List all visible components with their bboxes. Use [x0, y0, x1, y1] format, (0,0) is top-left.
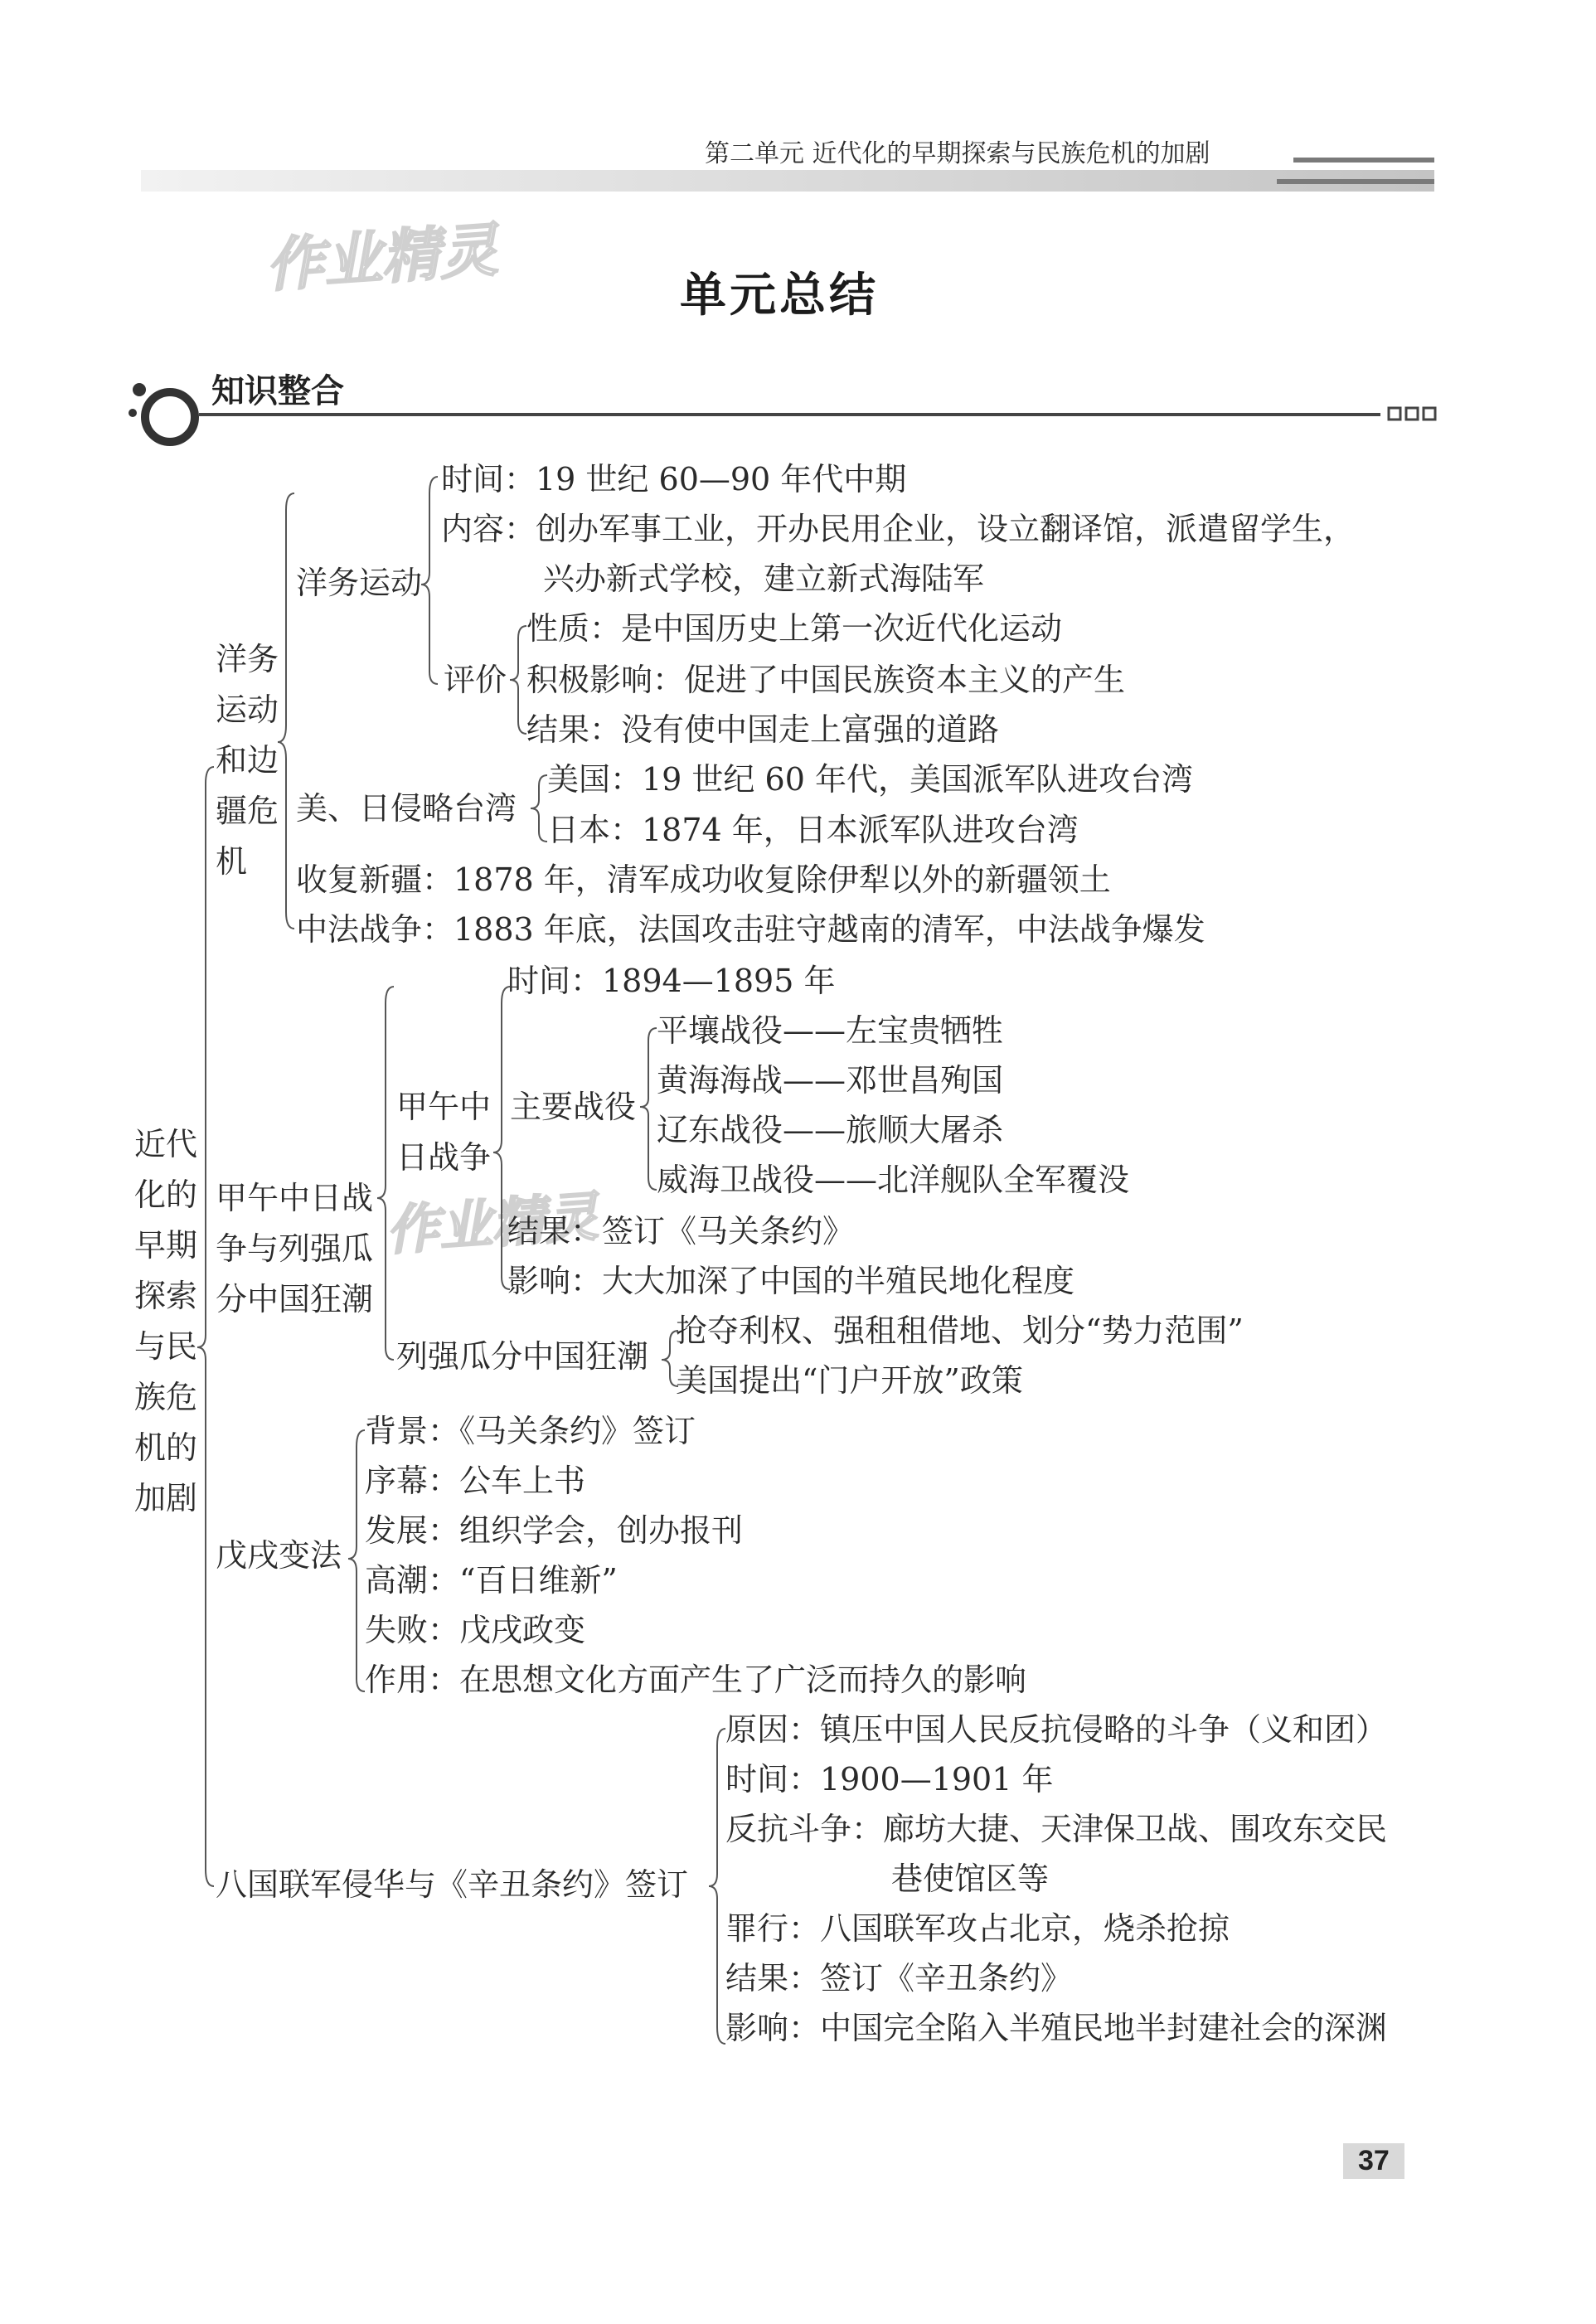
- taiwan-label: 美、日侵略台湾: [296, 790, 517, 827]
- taiwan-usa: 美国：19 世纪 60 年代，美国派军队进攻台湾: [547, 761, 1193, 798]
- root-line: 近代: [134, 1126, 198, 1162]
- reform-item: 背景：《马关条约》签订: [365, 1413, 696, 1449]
- watermark: 作业精灵: [263, 216, 500, 300]
- root-line: 机的: [134, 1429, 198, 1466]
- root-label: [134, 1119, 201, 1524]
- watermark: 作业精灵: [384, 1186, 600, 1263]
- branch1-line: 运动: [216, 691, 279, 728]
- root-line: 早期: [134, 1227, 198, 1264]
- reform-item: 序幕：公车上书: [365, 1463, 586, 1499]
- eval-positive: 积极影响：促进了中国民族资本主义的产生: [526, 662, 1126, 698]
- unit-title: 第二单元 近代化的早期探索与民族危机的加剧: [705, 139, 1210, 168]
- reform-item: 失败：戊戌政变: [365, 1612, 586, 1648]
- eval-label: 评价: [444, 662, 507, 698]
- xinjiang: 收复新疆：1878 年，清军成功收复除伊犁以外的新疆领土: [296, 861, 1111, 898]
- sino-french-war: 中法战争：1883 年底，法国攻击驻守越南的清军，中法战争爆发: [296, 911, 1205, 948]
- branch2-line: 分中国狂潮: [216, 1281, 374, 1317]
- page-title: 单元总结: [680, 268, 879, 323]
- partition-label: 列强瓜分中国狂潮: [396, 1338, 649, 1375]
- partition-item: 抢夺利权、强租租借地、划分“势力范围”: [676, 1312, 1244, 1349]
- eval-nature: 性质：是中国历史上第一次近代化运动: [526, 610, 1063, 647]
- page-number: 37: [1343, 2143, 1404, 2179]
- yangwu-content: 内容：创办军事工业，开办民用企业，设立翻译馆，派遣留学生，: [441, 511, 1356, 547]
- war-impact: 影响：大大加深了中国的半殖民地化程度: [507, 1263, 1075, 1299]
- branch2-line: 甲午中日战: [216, 1180, 374, 1216]
- branch1-label: [216, 634, 279, 887]
- eval-result: 结果：没有使中国走上富强的道路: [526, 711, 1000, 748]
- boxer-crimes: 罪行：八国联军攻占北京，烧杀抢掠: [725, 1910, 1230, 1947]
- branch1-line: 洋务: [216, 641, 279, 677]
- branch4-label: 八国联军侵华与《辛丑条约》签订: [216, 1866, 689, 1903]
- boxer-resistance-cont: 巷使馆区等: [891, 1861, 1050, 1897]
- jiawu-line: 日战争: [396, 1139, 492, 1176]
- boxer-impact: 影响：中国完全陷入半殖民地半封建社会的深渊: [725, 2010, 1388, 2046]
- root-line: 族危: [134, 1379, 198, 1415]
- battle-item: 辽东战役——旅顺大屠杀: [657, 1112, 1004, 1148]
- battle-item: 黄海海战——邓世昌殉国: [657, 1062, 1004, 1099]
- root-line: 化的: [134, 1177, 198, 1213]
- jiawu-line: 甲午中: [396, 1089, 492, 1125]
- yangwu-time: 时间：19 世纪 60—90 年代中期: [441, 461, 907, 497]
- partition-item: 美国提出“门户开放”政策: [676, 1362, 1023, 1399]
- battle-item: 威海卫战役——北洋舰队全军覆没: [657, 1162, 1130, 1198]
- boxer-result: 结果：签订《辛丑条约》: [725, 1960, 1073, 1997]
- branch3-label: 戊戌变法: [216, 1537, 342, 1574]
- branch1-line: 和边: [216, 742, 279, 779]
- root-line: 探索: [134, 1278, 198, 1314]
- boxer-resistance: 反抗斗争：廊坊大捷、天津保卫战、围攻东交民: [725, 1811, 1388, 1847]
- branch2-line: 争与列强瓜: [216, 1230, 374, 1267]
- root-line: 与民: [134, 1328, 198, 1365]
- reform-item: 作用：在思想文化方面产生了广泛而持久的影响: [365, 1662, 1027, 1698]
- root-line: 加剧: [134, 1480, 198, 1516]
- yangwu-label: 洋务运动: [296, 565, 423, 601]
- branch2-label: [216, 1173, 373, 1325]
- battles-label: 主要战役: [510, 1089, 637, 1125]
- yangwu-content-cont: 兴办新式学校，建立新式海陆军: [543, 560, 985, 597]
- taiwan-japan: 日本：1874 年，日本派军队进攻台湾: [547, 812, 1079, 848]
- battle-item: 平壤战役——左宝贵牺牲: [657, 1012, 1004, 1049]
- section-label: 知识整合: [211, 372, 344, 410]
- war-result: 结果：签订《马关条约》: [507, 1213, 855, 1249]
- boxer-cause: 原因：镇压中国人民反抗侵略的斗争（义和团）: [725, 1711, 1388, 1748]
- war-time: 时间：1894—1895 年: [507, 963, 836, 999]
- branch1-line: 机: [216, 843, 248, 880]
- reform-item: 发展：组织学会，创办报刊: [365, 1512, 744, 1549]
- branch1-line: 疆危: [216, 793, 279, 829]
- boxer-time: 时间：1900—1901 年: [725, 1761, 1054, 1798]
- reform-item: 高潮：“百日维新”: [365, 1562, 618, 1599]
- jiawu-war-label: [396, 1082, 491, 1183]
